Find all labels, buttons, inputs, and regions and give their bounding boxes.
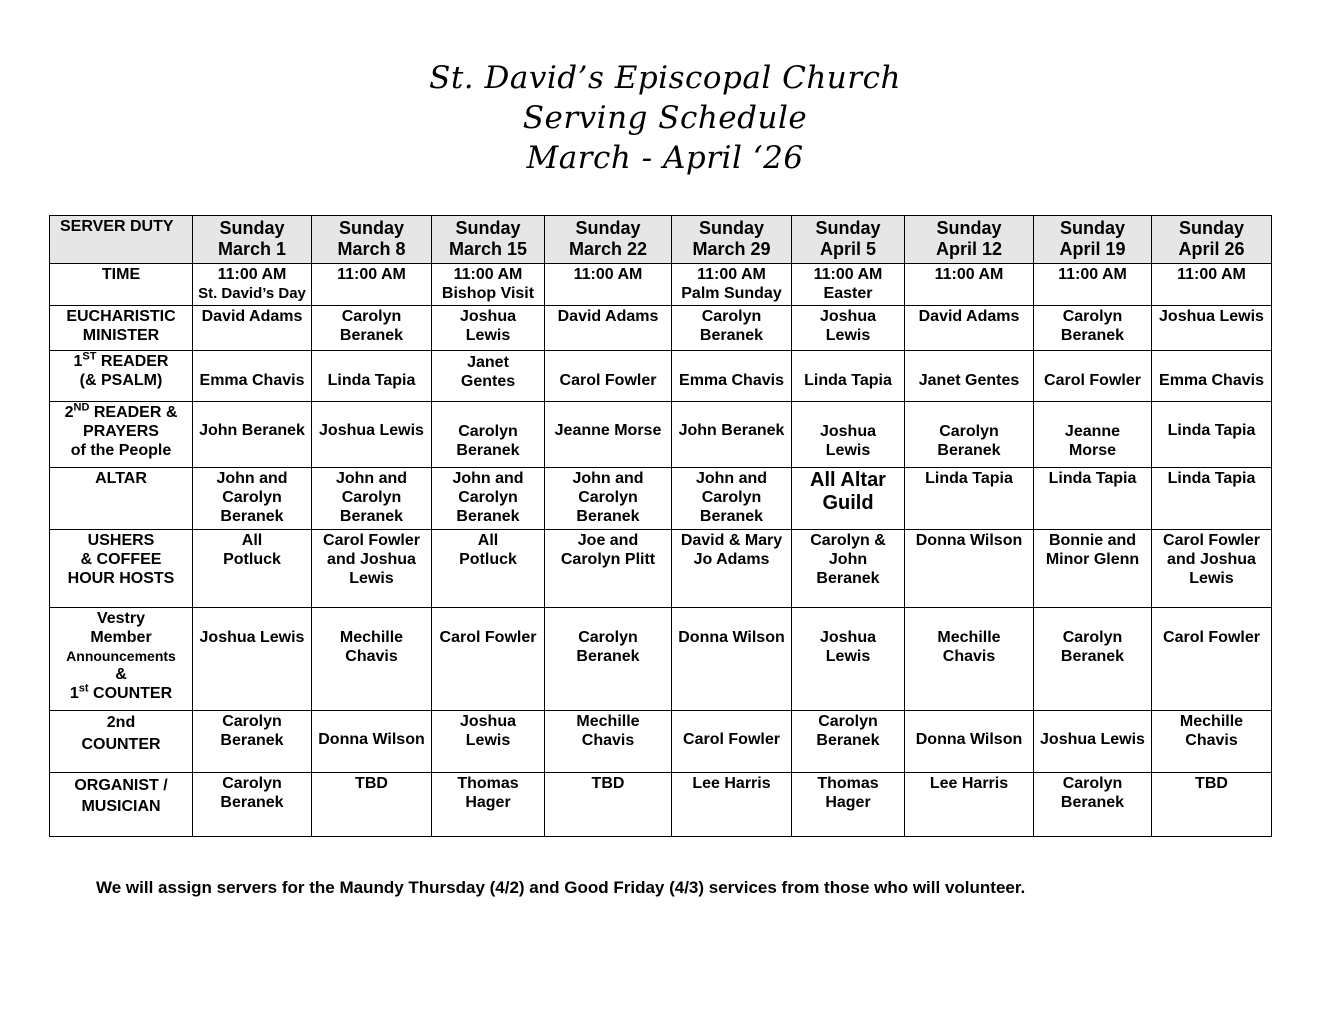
schedule-cell: TBD <box>1152 773 1272 837</box>
schedule-cell: Carolyn Beranek <box>193 711 312 773</box>
schedule-cell: Bonnie and Minor Glenn <box>1034 530 1152 608</box>
row-second-reader <box>50 402 1272 468</box>
schedule-cell: Jeanne Morse <box>1034 402 1152 468</box>
schedule-cell: Joshua Lewis <box>792 306 905 351</box>
schedule-cell: Linda Tapia <box>905 468 1034 530</box>
duty-label-vestry: Vestry Member Announcements & 1st COUNTER <box>50 608 193 711</box>
footer-note: We will assign servers for the Maundy Thursday (4/2) and Good Friday (4/3) services from those who will volunteer. <box>96 878 1026 897</box>
schedule-cell: Mechille Chavis <box>905 608 1034 711</box>
schedule-cell: Carolyn Beranek <box>1034 608 1152 711</box>
duty-label-second-reader: 2ND READER & PRAYERS of the People <box>50 402 193 468</box>
schedule-cell: Emma Chavis <box>672 351 792 402</box>
schedule-cell: Mechille Chavis <box>545 711 672 773</box>
schedule-cell: Carolyn Beranek <box>193 773 312 837</box>
schedule-cell: TBD <box>545 773 672 837</box>
duty-label-first-reader: 1ST READER (& PSALM) <box>50 351 193 402</box>
schedule-cell: Carolyn Beranek <box>432 402 545 468</box>
schedule-cell: 11:00 AM <box>1034 264 1152 306</box>
schedule-cell: Lee Harris <box>672 773 792 837</box>
schedule-cell: Linda Tapia <box>1152 402 1272 468</box>
schedule-cell: Linda Tapia <box>312 351 432 402</box>
schedule-cell: All Altar Guild <box>792 468 905 530</box>
schedule-cell: Joshua Lewis <box>193 608 312 711</box>
schedule-cell: Carolyn & John Beranek <box>792 530 905 608</box>
schedule-cell: David Adams <box>545 306 672 351</box>
duty-label-organist: ORGANIST / MUSICIAN <box>50 773 193 837</box>
schedule-cell: Jeanne Morse <box>545 402 672 468</box>
row-eucharistic-minister <box>50 306 1272 351</box>
schedule-cell: Donna Wilson <box>905 530 1034 608</box>
schedule-cell: 11:00 AM <box>545 264 672 306</box>
duty-label-second-counter: 2nd COUNTER <box>50 711 193 773</box>
schedule-cell: Carolyn Beranek <box>1034 773 1152 837</box>
schedule-cell: Joshua Lewis <box>792 608 905 711</box>
row-vestry <box>50 608 1272 711</box>
schedule-cell: Carol Fowler and Joshua Lewis <box>1152 530 1272 608</box>
header-row <box>50 216 1272 264</box>
column-header: Sunday April 26 <box>1152 216 1272 264</box>
schedule-cell: Janet Gentes <box>432 351 545 402</box>
schedule-cell: 11:00 AM Bishop Visit <box>432 264 545 306</box>
schedule-cell: John and Carolyn Beranek <box>545 468 672 530</box>
schedule-cell: Janet Gentes <box>905 351 1034 402</box>
schedule-cell: Carol Fowler <box>1034 351 1152 402</box>
schedule-cell: Thomas Hager <box>792 773 905 837</box>
schedule-cell: Carol Fowler <box>672 711 792 773</box>
schedule-cell: John and Carolyn Beranek <box>672 468 792 530</box>
duty-label-ushers: USHERS & COFFEE HOUR HOSTS <box>50 530 193 608</box>
schedule-cell: Emma Chavis <box>1152 351 1272 402</box>
schedule-cell: Carol Fowler <box>1152 608 1272 711</box>
schedule-cell: Emma Chavis <box>193 351 312 402</box>
schedule-cell: Donna Wilson <box>672 608 792 711</box>
schedule-cell: Donna Wilson <box>905 711 1034 773</box>
title-line-church: St. David’s Episcopal Church <box>429 60 901 96</box>
schedule-cell: John and Carolyn Beranek <box>193 468 312 530</box>
schedule-cell: Donna Wilson <box>312 711 432 773</box>
schedule-cell: Joshua Lewis <box>1034 711 1152 773</box>
schedule-cell: 11:00 AM St. David’s Day <box>193 264 312 306</box>
schedule-cell: Linda Tapia <box>1152 468 1272 530</box>
page-title <box>0 58 1320 178</box>
column-header: Sunday March 15 <box>432 216 545 264</box>
schedule-cell: Lee Harris <box>905 773 1034 837</box>
schedule-cell: Joshua Lewis <box>432 306 545 351</box>
schedule-cell: David Adams <box>905 306 1034 351</box>
row-ushers <box>50 530 1272 608</box>
schedule-cell: John and Carolyn Beranek <box>312 468 432 530</box>
row-altar <box>50 468 1272 530</box>
schedule-cell: Joshua Lewis <box>312 402 432 468</box>
schedule-cell: David & Mary Jo Adams <box>672 530 792 608</box>
schedule-cell: Carol Fowler <box>545 351 672 402</box>
title-line-schedule: Serving Schedule <box>522 100 808 136</box>
schedule-cell: Carolyn Beranek <box>312 306 432 351</box>
row-second-counter <box>50 711 1272 773</box>
schedule-cell: Carolyn Beranek <box>1034 306 1152 351</box>
schedule-cell: All Potluck <box>193 530 312 608</box>
schedule-cell: John and Carolyn Beranek <box>432 468 545 530</box>
schedule-cell: Joshua Lewis <box>432 711 545 773</box>
schedule-cell: Joshua Lewis <box>792 402 905 468</box>
schedule-cell: John Beranek <box>672 402 792 468</box>
schedule-cell: TBD <box>312 773 432 837</box>
duty-label-eucharistic: EUCHARISTIC MINISTER <box>50 306 193 351</box>
schedule-cell: Carolyn Beranek <box>672 306 792 351</box>
schedule-cell: All Potluck <box>432 530 545 608</box>
schedule-cell: 11:00 AM <box>312 264 432 306</box>
row-time <box>50 264 1272 306</box>
schedule-cell: Carol Fowler <box>432 608 545 711</box>
schedule-cell: Carol Fowler and Joshua Lewis <box>312 530 432 608</box>
schedule-cell: Thomas Hager <box>432 773 545 837</box>
schedule-cell: 11:00 AM <box>905 264 1034 306</box>
schedule-cell: Carolyn Beranek <box>545 608 672 711</box>
schedule-cell: Joe and Carolyn Plitt <box>545 530 672 608</box>
schedule-cell: Linda Tapia <box>1034 468 1152 530</box>
schedule-cell: David Adams <box>193 306 312 351</box>
row-organist <box>50 773 1272 837</box>
column-header: Sunday April 19 <box>1034 216 1152 264</box>
title-line-dates: March - April ‘26 <box>526 140 804 176</box>
column-header: Sunday March 1 <box>193 216 312 264</box>
schedule-cell: 11:00 AM Palm Sunday <box>672 264 792 306</box>
schedule-cell: Mechille Chavis <box>1152 711 1272 773</box>
schedule-cell: Carolyn Beranek <box>792 711 905 773</box>
duty-label-time: TIME <box>50 264 193 306</box>
column-header: Sunday April 5 <box>792 216 905 264</box>
server-duty-header: SERVER DUTY <box>50 216 193 264</box>
column-header: Sunday March 29 <box>672 216 792 264</box>
duty-label-altar: ALTAR <box>50 468 193 530</box>
column-header: Sunday March 8 <box>312 216 432 264</box>
schedule-cell: Mechille Chavis <box>312 608 432 711</box>
schedule-cell: Carolyn Beranek <box>905 402 1034 468</box>
column-header: Sunday April 12 <box>905 216 1034 264</box>
schedule-cell: Joshua Lewis <box>1152 306 1272 351</box>
serving-schedule-table <box>49 215 1272 837</box>
schedule-cell: 11:00 AM Easter <box>792 264 905 306</box>
row-first-reader <box>50 351 1272 402</box>
column-header: Sunday March 22 <box>545 216 672 264</box>
schedule-cell: John Beranek <box>193 402 312 468</box>
schedule-cell: Linda Tapia <box>792 351 905 402</box>
schedule-cell: 11:00 AM <box>1152 264 1272 306</box>
